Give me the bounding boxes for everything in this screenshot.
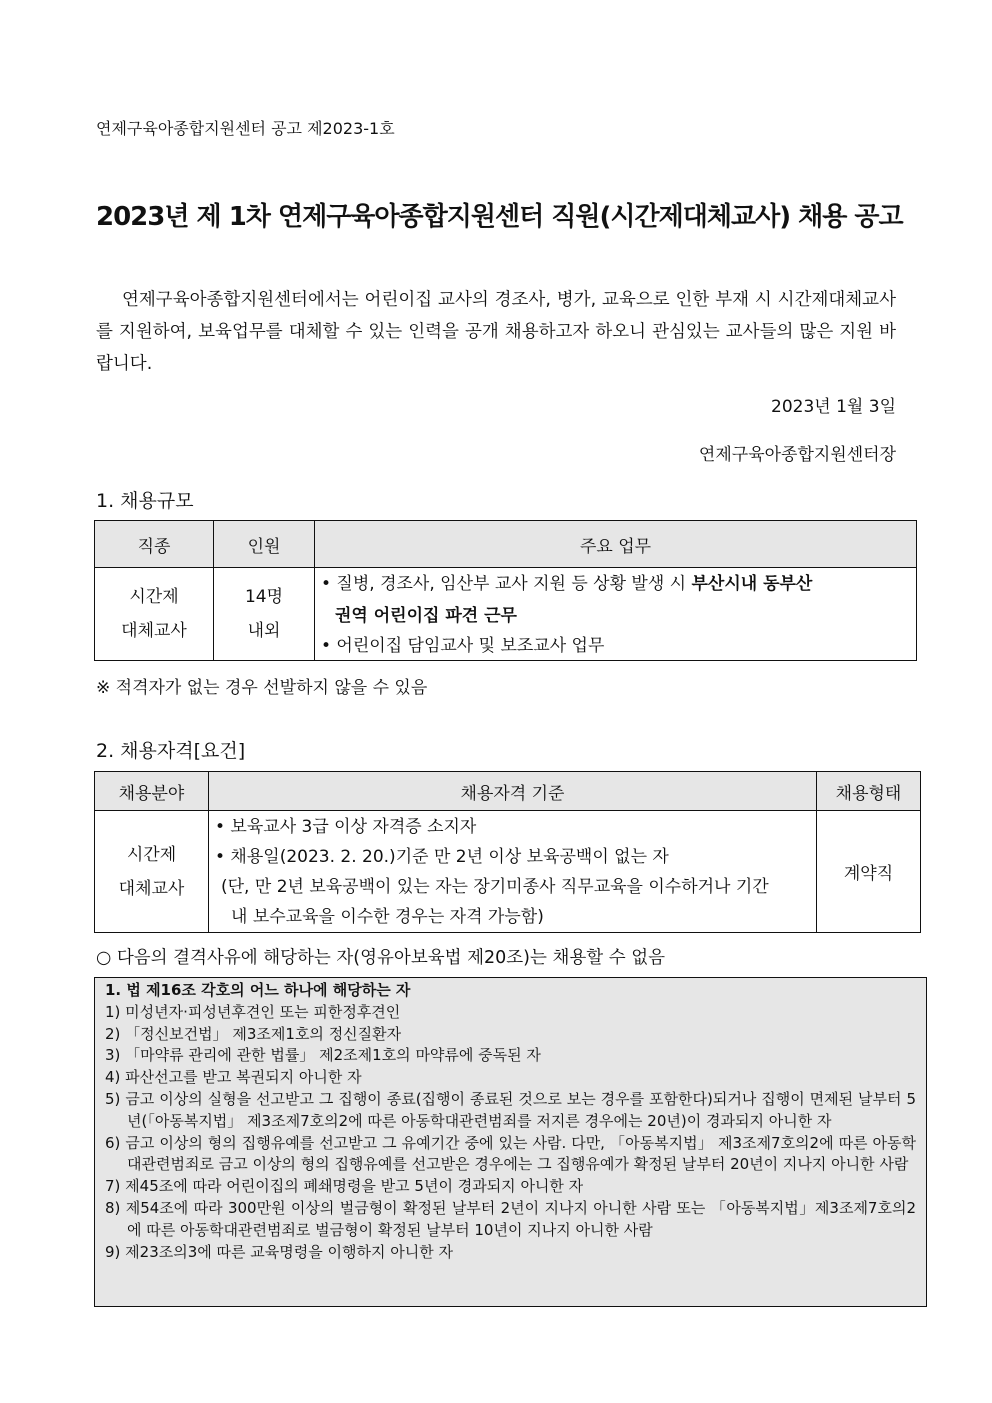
count-line1: 14명 <box>244 587 284 607</box>
announcement-date: 2023년 1월 3일 <box>771 397 896 417</box>
qual-1: • 보육교사 3급 이상 자격증 소지자 <box>215 816 477 837</box>
notice-number: 연제구육아종합지원센터 공고 제2023-1호 <box>96 119 395 138</box>
header-field: 채용분야 <box>95 772 209 811</box>
qualification-table <box>94 771 921 933</box>
duty-2: • 어린이집 담임교사 및 보조교사 업무 <box>321 636 605 656</box>
list-item: 3) 「마약류 관리에 관한 법률」 제2조제1호의 마약류에 중독된 자 <box>105 1046 541 1065</box>
field-line2: 대체교사 <box>118 878 185 899</box>
header-type: 채용형태 <box>817 772 921 811</box>
qual-2: • 채용일(2023. 2. 20.)기준 만 2년 이상 보육공백이 없는 자 <box>215 846 669 867</box>
disqualification-box <box>94 977 927 1307</box>
list-item: 4) 파산선고를 받고 복권되지 아니한 자 <box>105 1068 362 1087</box>
signer: 연제구육아종합지원센터장 <box>698 445 896 465</box>
section1-heading: 1. 채용규모 <box>96 490 194 512</box>
header-criteria: 채용자격 기준 <box>209 772 817 811</box>
qual-3: (단, 만 2년 보육공백이 있는 자는 장기미종사 직무교육을 이수하거나 기간 <box>221 876 769 897</box>
table-row <box>95 568 917 661</box>
duties-cell <box>315 568 917 661</box>
list-item: 6) 금고 이상의 형의 집행유예를 선고받고 그 유예기간 중에 있는 사람. 다만, 「아동복지법」 제3조제7호의2에 따른 아동학대관련범죄로 금고 이상의 형의 집행유예를 선고받은 경우에는 그 집행유예가 확정된 날부터 20년이 지나지 아니한 사람 <box>105 1133 916 1174</box>
list-item: 7) 제45조에 따라 어린이집의 폐쇄명령을 받고 5년이 경과되지 아니한 자 <box>105 1177 584 1196</box>
duty-1-text: • 질병, 경조사, 임산부 교사 지원 등 상황 발생 시 <box>321 574 692 594</box>
criteria-cell <box>209 811 817 933</box>
duty-1-line2: 권역 어린이집 파견 근무 <box>335 606 517 626</box>
header-duties: 주요 업무 <box>315 521 917 568</box>
job-line2: 대체교사 <box>121 621 187 641</box>
table-header-row <box>95 521 917 568</box>
duty-1-line1 <box>315 568 916 600</box>
list-item: 2) 「정신보건법」 제3조제1호의 정신질환자 <box>105 1024 402 1043</box>
list-item: 1) 미성년자·피성년후견인 또는 피한정후견인 <box>105 1002 401 1021</box>
job-line1: 시간제 <box>129 587 179 607</box>
list-item: 8) 제54조에 따라 300만원 이상의 벌금형이 확정된 날부터 2년이 지나지 아니한 사람 또는 「아동복지법」제3조제7호의2에 따른 아동학대관련범죄로 벌금형이 확정된 날부터 10년이 지나지 아니한 사람 <box>105 1198 916 1239</box>
list-item: 5) 금고 이상의 실형을 선고받고 그 집행이 종료(집행이 종료된 것으로 보는 경우를 포함한다)되거나 집행이 면제된 날부터 5년(「아동복지법」 제3조제7호의2에 따른 아동학대관련범죄를 저지른 경우에는 20년)이 경과되지 아니한 자 <box>105 1089 916 1130</box>
type-cell: 계약직 <box>817 811 921 933</box>
page-title: 2023년 제 1차 연제구육아종합지원센터 직원(시간제대체교사) 채용 공고 <box>96 202 903 232</box>
section2-heading: 2. 채용자격[요건] <box>96 740 246 762</box>
qual-4: 내 보수교육을 이수한 경우는 자격 가능함) <box>231 906 544 927</box>
disqualification-intro: ○ 다음의 결격사유에 해당하는 자(영유아보육법 제20조)는 채용할 수 없음 <box>96 948 666 968</box>
table-header-row <box>95 772 921 811</box>
list-item: 9) 제23조의3에 따른 교육명령을 이행하지 아니한 자 <box>105 1242 453 1261</box>
table-row <box>95 811 921 933</box>
header-job: 직종 <box>95 521 214 568</box>
header-count: 인원 <box>214 521 315 568</box>
field-line1: 시간제 <box>126 844 177 865</box>
selection-note: ※ 적격자가 없는 경우 선발하지 않을 수 있음 <box>96 678 428 698</box>
count-line2: 내외 <box>247 621 281 641</box>
field-cell <box>95 811 209 933</box>
disqualification-head: 1. 법 제16조 각호의 어느 하나에 해당하는 자 <box>105 981 411 999</box>
intro-paragraph: 연제구육아종합지원센터에서는 어린이집 교사의 경조사, 병가, 교육으로 인한 부재 시 시간제대체교사를 지원하여, 보육업무를 대체할 수 있는 인력을 공개 채용하고자 하오니 관심있는 교사들의 많은 지원 바랍니다. <box>96 290 896 374</box>
recruitment-scale-table <box>94 520 917 661</box>
duty-1-bold: 부산시내 동부산 <box>691 574 813 594</box>
job-cell <box>95 568 214 661</box>
count-cell <box>214 568 315 661</box>
